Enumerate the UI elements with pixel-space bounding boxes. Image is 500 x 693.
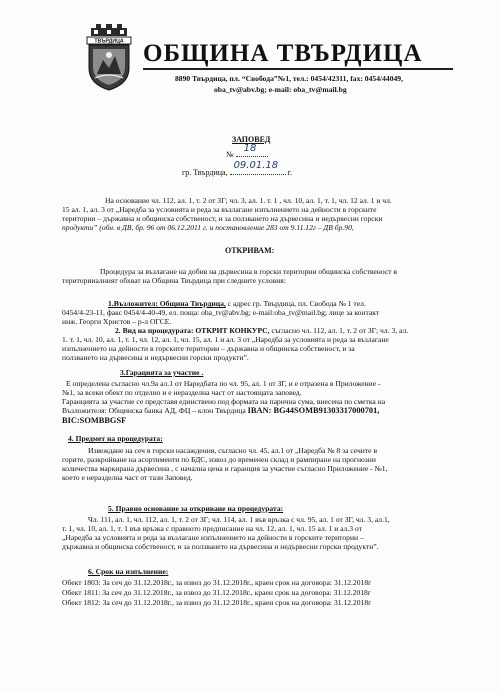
section-5-title: 5. Правно основание за откриване на процедурата: — [108, 504, 284, 513]
section-3-bank-text: Възложителя: Общинска банка АД, ФЦ – клон Твърдица — [62, 406, 248, 415]
municipality-title: ОБЩИНА ТВЪРДИЦА — [143, 40, 423, 67]
section-5-line: т. 1, чл. 10, ал. 1, т. 1 във връзка с правното предписание на чл. 12, ал. 1, чл. 15 ал. 1 и ал.3 от — [62, 524, 363, 533]
preamble-line: 15 ал. 1, ал. 3 от „Наредба за условията и реда за възлагане изпълнението на дейности в горските — [62, 205, 377, 214]
section-6-title: 6. Срок на изпълнение: — [88, 567, 169, 576]
order-number-prefix: № — [226, 150, 234, 159]
section-4-line: което е неразделна част от тази Заповед. — [62, 473, 193, 482]
section-2-first-line — [115, 326, 408, 335]
deadline-row: Обект 1803: За сеч до 31.12.2018г., за извоз до 31.12.2018г., краен срок на договора: 31.12.2018г — [62, 578, 372, 587]
coat-of-arms-icon — [85, 22, 133, 92]
section-2-text: съгласно чл. 112, ал. 1, т. 2 от ЗГ; чл. 3, ал. — [269, 326, 409, 335]
date-handwritten: 09.01.18 — [233, 160, 279, 171]
order-number-field — [236, 143, 268, 157]
section-3-bic: BIC:SOMBBGSF — [62, 416, 127, 425]
section-1-line: 0454/4-23-11, факс 0454/4-40-49, ел. поща: oba_tv@abv.bg; e-mail:oba_tv@mail.bg; лице за контакт — [62, 308, 380, 317]
deadline-row: Обект 1812: За сеч до 31.12.2018г., за извоз до 31.12.2018г., краен срок на договора: 31.12.2018г — [62, 598, 372, 607]
section-5-line: „Наредба за условията и реда за възлагане изпълнението на дейности в горските територии – — [62, 533, 364, 542]
preamble-line: продукти” (обн. в ДВ, бр. 96 от 06.12.2011 г. и постановление 283 от 9.11.12г – ДВ бр.90, — [62, 223, 354, 232]
section-4-title: 4. Предмет на процедурата: — [68, 434, 163, 443]
section-2-title: 2. Вид на процедурата: ОТКРИТ КОНКУРС, — [115, 326, 270, 335]
address-line: 8890 Твърдица, пл. “Свобода”№1, тел.: 0454/42311, fax: 0454/44049, — [175, 74, 403, 83]
section-3-line: №1, за всеки обект по отделно и е неразделна част от настоящата заповед. — [62, 388, 302, 397]
section-1-first-line — [108, 299, 366, 308]
section-3-iban: IBAN: BG44SOMB91303317000701, — [247, 406, 380, 415]
preamble-line: На основание чл. 112, ал. 1, т. 2 от ЗГ; чл. 3, ал. 1. т. 1 , чл. 10, ал. 1, т. 1, чл. 12 ал. 1 и чл. — [105, 196, 392, 205]
section-5-line: държавна и общинска собственост, и за ползването на дървесина и недървесни горски продукти”. — [62, 542, 379, 551]
open-heading: ОТКРИВАМ: — [225, 246, 275, 255]
order-place-date — [182, 160, 292, 177]
section-1-title: 1.Възложител: Община Твърдица, — [108, 299, 226, 308]
crest-label: ТВЪРДИЦА — [94, 38, 124, 45]
section-5-line: Чл. 111, ал. 1, чл. 112, ал. 1, т. 2 от ЗГ; чл. 114, ал. 1 във връзка с чл. 95, ал. 1 от ЗГ, чл. 3, ал.1, — [88, 515, 390, 524]
section-3-title: 3.Гарацията за участие . — [120, 368, 204, 377]
order-heading: ЗАПОВЕД — [232, 135, 271, 144]
section-1-line: инж. Георги Христов – р-л ОГСЕ. — [62, 317, 172, 326]
date-field — [230, 160, 286, 175]
order-number-handwritten: 18 — [243, 143, 257, 154]
section-4-line: Извеждане на сеч в горски насаждения, съгласно чл. 45, ал.1 от „Наредба № 8 за сечите в — [88, 446, 378, 455]
header-divider — [143, 68, 453, 70]
section-1-text: с адрес гр. Твърдица, пл. Свобода № 1 тел. — [225, 299, 366, 308]
section-4-line: количества маркирана дървесина , с начална цена и гаранция за участие съгласно Приложение - №1, — [62, 464, 388, 473]
section-2-line: изпълнението на дейности в горските територии – държавна и общинска собственост, и за — [62, 344, 355, 353]
section-3-bank-line — [62, 406, 379, 415]
order-number — [226, 143, 268, 159]
intro-line: Процедура за възлагане на добив на дървесина в горски територии общинска собственост в — [100, 267, 398, 276]
section-2-line: ползването на дървесина и недървесни горски продукти”. — [62, 353, 249, 362]
section-4-line: горите, разкройване на асортименти по БДС, извоз до временен склад и рампиране на прогнозни — [62, 455, 376, 464]
email-line: oba_tv@abv.bg; e-mail: oba_tv@mail.bg — [214, 85, 347, 94]
section-3-line: Гаранцията за участие се представя единствено под формата на парична сума, внесена по сметка на — [62, 397, 386, 406]
date-suffix: г. — [287, 168, 292, 177]
section-3-line: Е определена съгласно чл.9а ал.1 от Наредбата по чл. 95, ал. 1 от ЗГ, и е отразена в Приложение - — [66, 379, 381, 388]
preamble-line: територии – държавна и общинска собственост, и за ползването на дървесина и недървесни горски — [62, 214, 383, 223]
intro-line: територииалният обхват на Община Твърдица при следните условия: — [62, 276, 286, 285]
deadline-row: Обект 1811: За сеч до 31.12.2018г., за извоз до 31.12.2018г., краен срок на договора: 31.12.2018г — [62, 588, 371, 597]
place-date-prefix: гр. Твърдица, — [182, 168, 228, 177]
section-2-line: 1. т. 1, чл. 10, ал. 1, т. 1, чл. 12, ал. 1, чл. 15, ал. 1 и ал. 3 от „Наредба за условията и реда за възлагане — [62, 335, 389, 344]
